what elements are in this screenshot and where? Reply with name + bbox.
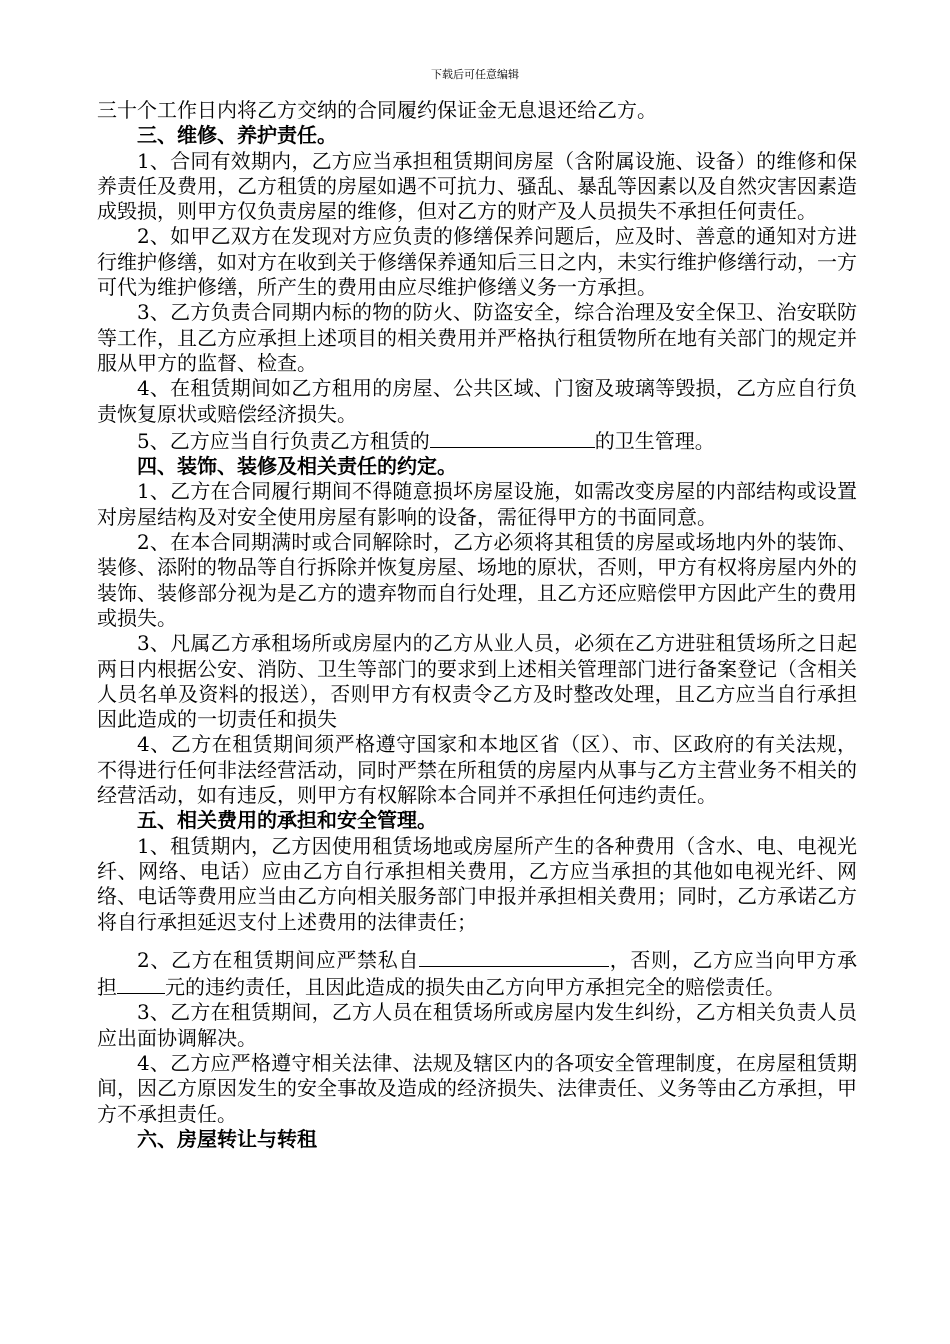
section-6-title: 六、房屋转让与转租 [137, 1126, 317, 1151]
section-3-clause-5 [97, 427, 857, 454]
section-4-title: 四、装饰、装修及相关责任的约定。 [137, 454, 457, 479]
section-4-clause-3: 3、凡属乙方承租场所或房屋内的乙方从业人员，必须在乙方进驻租赁场所之日起两日内根据公安、消防、卫生等部门的要求到上述相关管理部门进行备案登记（含相关人员名单及资料的报送），否则甲方有权责令乙方及时整改处理，且乙方应当自行承担因此造成的一切责任和损失 [97, 631, 857, 732]
clause-5-text-before: 5、乙方应当自行负责乙方租赁的 [137, 428, 430, 453]
section-3-clause-4: 4、在租赁期间如乙方租用的房屋、公共区域、门窗及玻璃等毁损，乙方应自行负责恢复原状或赔偿经济损失。 [97, 376, 857, 426]
fill-in-blank-premises [430, 427, 595, 448]
section-4-clause-2: 2、在本合同期满时或合同解除时，乙方必须将其租赁的房屋或场地内外的装饰、装修、添附的物品等自行拆除并恢复房屋、场地的原状，否则，甲方有权将房屋内外的装饰、装修部分视为是乙方的遗弃物而自行处理，且乙方还应赔偿甲方因此产生的费用或损失。 [97, 530, 857, 630]
page-header: 下载后可任意编辑 [431, 68, 519, 81]
clause-5-text-after: 的卫生管理。 [594, 428, 715, 453]
section-5-clause-4: 4、乙方应严格遵守相关法律、法规及辖区内的各项安全管理制度，在房屋租赁期间，因乙方原因发生的安全事故及造成的经济损失、法律责任、义务等由乙方承担，甲方不承担责任。 [97, 1050, 857, 1126]
section-4-clause-1: 1、乙方在合同履行期间不得随意损坏房屋设施，如需改变房屋的内部结构或设置对房屋结构及对安全使用房屋有影响的设备，需征得甲方的书面同意。 [97, 479, 857, 529]
section-3-clause-1: 1、合同有效期内，乙方应当承担租赁期间房屋（含附属设施、设备）的维修和保养责任及费用，乙方租赁的房屋如遇不可抗力、骚乱、暴乱等因素以及自然灾害因素造成毁损，则甲方仅负责房屋的维修，但对乙方的财产及人员损失不承担任何责任。 [97, 148, 857, 224]
fill-in-blank-penalty-amount [117, 973, 165, 994]
section-3-clause-2: 2、如甲乙双方在发现对方应负责的修缮保养问题后，应及时、善意的通知对方进行维护修缮，如对方在收到关于修缮保养通知后三日之内，未实行维护修缮行动，一方可代为维护修缮，所产生的费用由应尽维护修缮义务一方承担。 [97, 224, 857, 300]
section-4-clause-4: 4、乙方在租赁期间须严格遵守国家和本地区省（区）、市、区政府的有关法规，不得进行任何非法经营活动，同时严禁在所租赁的房屋内从事与乙方主营业务不相关的经营活动，如有违反，则甲方有权解除本合同并不承担任何违约责任。 [97, 732, 857, 808]
fill-in-blank-prohibited-act [419, 946, 609, 967]
clause-2-text-c: 元的违约责任，且因此造成的损失由乙方向甲方承担完全的赔偿责任。 [165, 975, 785, 1000]
document-body [97, 98, 857, 1152]
section-5-title: 五、相关费用的承担和安全管理。 [137, 808, 437, 833]
section-5-clause-3: 3、乙方在租赁期间，乙方人员在租赁场所或房屋内发生纠纷，乙方相关负责人员应出面协调解决。 [97, 1000, 857, 1050]
clause-2-text-b: ，否则，乙方应当向甲方承担 [97, 947, 857, 1000]
section-3-clause-3: 3、乙方负责合同期内标的物的防火、防盗安全，综合治理及安全保卫、治安联防等工作，且乙方应承担上述项目的相关费用并严格执行租赁物所在地有关部门的规定并服从甲方的监督、检查。 [97, 300, 857, 375]
section-5-clause-1: 1、租赁期内，乙方因使用租赁场地或房屋所产生的各种费用（含水、电、电视光纤、网络、电话）应由乙方自行承担相关费用，乙方应当承担的其他如电视光纤、网络、电话等费用应当由乙方向相关服务部门申报并承担相关费用；同时，乙方承诺乙方将自行承担延迟支付上述费用的法律责任； [97, 833, 857, 934]
section-5-clause-2 [97, 946, 857, 1001]
clause-2-text-a: 2、乙方在租赁期间应严禁私自 [137, 947, 420, 972]
intro-paragraph: 三十个工作日内将乙方交纳的合同履约保证金无息退还给乙方。 [97, 98, 657, 122]
section-3-title: 三、维修、养护责任。 [137, 123, 337, 148]
